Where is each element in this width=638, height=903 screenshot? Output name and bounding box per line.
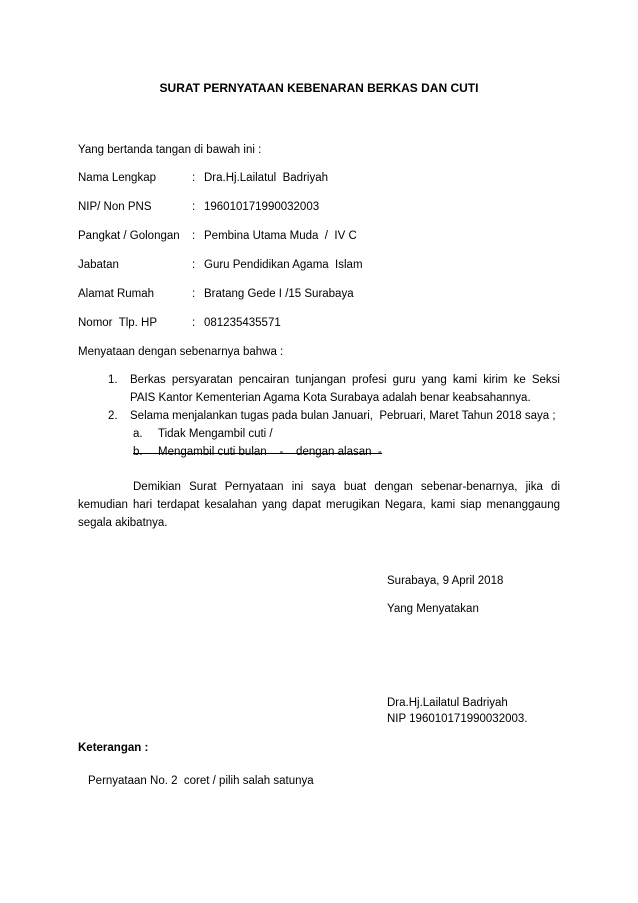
field-separator: : (192, 230, 196, 242)
field-separator: : (192, 317, 196, 329)
sub-item-text: Tidak Mengambil cuti / (158, 428, 273, 440)
closing-paragraph-line: kemudian hari terdapat kesalahan yang dapat merugikan Negara, kami siap menanggaung (78, 499, 560, 511)
sub-item-letter: b. (133, 446, 143, 458)
field-separator: : (192, 259, 196, 271)
statement-intro: Menyataan dengan sebenarnya bahwa : (78, 346, 284, 358)
field-label-nomor-telepon: Nomor Tlp. HP (78, 317, 158, 329)
closing-paragraph-line: segala akibatnya. (78, 517, 168, 529)
list-item-text-line: Berkas persyaratan pencairan tunjangan profesi guru yang kami kirim ke Seksi (130, 374, 560, 386)
signature-role: Yang Menyatakan (387, 603, 479, 615)
field-row-pangkat-golongan (0, 229, 638, 243)
field-separator: : (192, 201, 196, 213)
list-item-number: 2. (108, 410, 118, 422)
field-separator: : (192, 288, 196, 300)
signatory-nip: NIP 196010171990032003. (387, 713, 528, 725)
intro-text: Yang bertanda tangan di bawah ini : (78, 144, 262, 156)
list-item-text-line: PAIS Kantor Kementerian Agama Kota Surabaya adalah benar keabsahannya. (130, 392, 531, 404)
field-label-alamat-rumah: Alamat Rumah (78, 288, 155, 300)
field-row-alamat-rumah (0, 287, 638, 301)
sub-item-text: Mengambil cuti bulan - dengan alasan - (158, 446, 382, 458)
field-row-nip (0, 200, 638, 214)
closing-paragraph-line: Demikian Surat Pernyataan ini saya buat dengan sebenar-benarnya, jika di (133, 481, 560, 493)
field-value-pangkat-golongan: Pembina Utama Muda / IV C (204, 230, 357, 242)
field-row-jabatan (0, 258, 638, 272)
field-value-alamat-rumah: Bratang Gede I /15 Surabaya (204, 288, 354, 300)
field-label-nama-lengkap: Nama Lengkap (78, 172, 156, 184)
field-value-nomor-telepon: 081235435571 (204, 317, 281, 329)
signatory-name: Dra.Hj.Lailatul Badriyah (387, 697, 508, 709)
sub-item-b (0, 445, 638, 459)
field-separator: : (192, 172, 196, 184)
field-label-pangkat-golongan: Pangkat / Golongan (78, 230, 180, 242)
signature-place-date: Surabaya, 9 April 2018 (387, 575, 504, 587)
field-value-nama-lengkap: Dra.Hj.Lailatul Badriyah (204, 172, 329, 184)
sub-item-a (0, 427, 638, 441)
field-row-nomor-telepon (0, 316, 638, 330)
list-item-text-line: Selama menjalankan tugas pada bulan Januari, Pebruari, Maret Tahun 2018 saya ; (130, 410, 556, 422)
note-heading: Keterangan : (78, 742, 149, 754)
field-row-nama-lengkap (0, 171, 638, 185)
list-item-number: 1. (108, 374, 118, 386)
struck-through-option (133, 445, 382, 459)
field-label-nip: NIP/ Non PNS (78, 201, 152, 213)
field-label-jabatan: Jabatan (78, 259, 119, 271)
field-value-nip: 196010171990032003 (204, 201, 320, 213)
field-value-jabatan: Guru Pendidikan Agama Islam (204, 259, 363, 271)
document-title: SURAT PERNYATAAN KEBENARAN BERKAS DAN CUTI (159, 81, 479, 95)
sub-item-letter: a. (133, 428, 143, 440)
note-text: Pernyataan No. 2 coret / pilih salah satunya (88, 775, 314, 787)
